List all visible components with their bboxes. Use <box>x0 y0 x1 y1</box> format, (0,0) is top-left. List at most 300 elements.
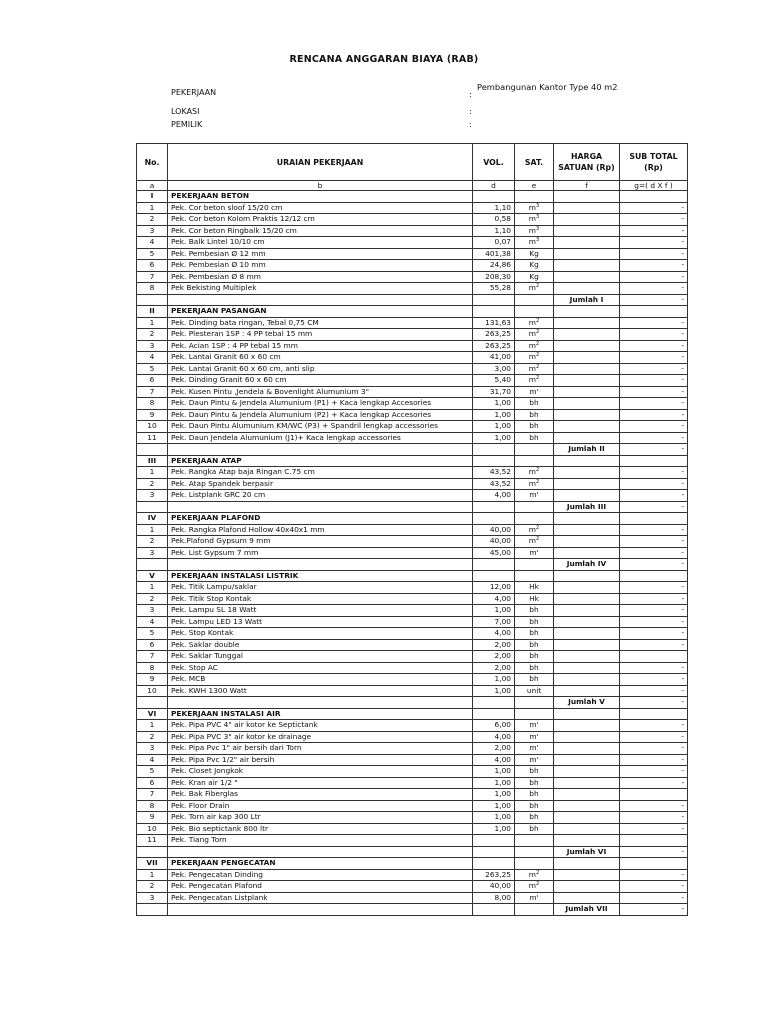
subtotal-cell <box>620 306 688 318</box>
table-row <box>137 271 688 283</box>
item-volume: 12,00 <box>473 582 515 594</box>
item-number: 7 <box>137 386 168 398</box>
table-header-row <box>137 144 688 181</box>
item-number: 3 <box>137 340 168 352</box>
item-number: 4 <box>137 754 168 766</box>
item-number: 5 <box>137 363 168 375</box>
item-subtotal: - <box>620 260 688 272</box>
item-number: 6 <box>137 260 168 272</box>
harga-cell <box>554 708 620 720</box>
subtotal-cell <box>620 455 688 467</box>
section-number: VI <box>137 708 168 720</box>
table-row <box>137 202 688 214</box>
item-unit-price <box>554 248 620 260</box>
item-volume: 1,00 <box>473 823 515 835</box>
item-unit: Kg <box>515 271 554 283</box>
item-description: Pek. Lantai Granit 60 x 60 cm, anti slip <box>168 363 473 375</box>
item-subtotal: - <box>620 731 688 743</box>
subtotal-cell <box>620 858 688 870</box>
table-row <box>137 616 688 628</box>
item-description: Pek. Saklar Tunggal <box>168 651 473 663</box>
section-total-label: Jumlah III <box>554 501 620 513</box>
item-subtotal: - <box>620 375 688 387</box>
item-description: Pek. Lampu SL 18 Watt <box>168 605 473 617</box>
item-number: 2 <box>137 214 168 226</box>
vol-cell <box>473 455 515 467</box>
item-subtotal: - <box>620 628 688 640</box>
section-number: VII <box>137 858 168 870</box>
item-unit-price <box>554 363 620 375</box>
item-description: Pek. Pembesian Ø 12 mm <box>168 248 473 260</box>
item-unit: $m^2$ <box>515 352 554 364</box>
harga-cell <box>554 455 620 467</box>
item-subtotal: - <box>620 777 688 789</box>
column-code: g=( d X f ) <box>620 181 688 191</box>
item-number: 11 <box>137 432 168 444</box>
section-title: PEKERJAAN PLAFOND <box>168 513 473 525</box>
table-row <box>137 536 688 548</box>
item-unit: $m^2$ <box>515 467 554 479</box>
item-unit: $m^2$ <box>515 881 554 893</box>
item-volume: 5,40 <box>473 375 515 387</box>
no-cell <box>137 501 168 513</box>
item-subtotal: - <box>620 340 688 352</box>
section-title: PEKERJAAN BETON <box>168 191 473 203</box>
section-header-row <box>137 306 688 318</box>
item-description: Pek. List Gypsum 7 mm <box>168 547 473 559</box>
item-volume: 40,00 <box>473 524 515 536</box>
header-uraian: URAIAN PEKERJAAN <box>168 144 473 181</box>
table-row <box>137 605 688 617</box>
item-subtotal: - <box>620 766 688 778</box>
item-unit-price <box>554 892 620 904</box>
table-body <box>137 191 688 916</box>
section-title: PEKERJAAN INSTALASI AIR <box>168 708 473 720</box>
item-number: 7 <box>137 271 168 283</box>
item-unit: bh <box>515 674 554 686</box>
item-volume: 43,52 <box>473 467 515 479</box>
item-unit-price <box>554 340 620 352</box>
item-unit: Kg <box>515 260 554 272</box>
table-row <box>137 214 688 226</box>
item-volume: 45,00 <box>473 547 515 559</box>
item-volume: 1,00 <box>473 605 515 617</box>
section-total-label: Jumlah VII <box>554 904 620 916</box>
item-volume: 1,00 <box>473 766 515 778</box>
table-row <box>137 835 688 847</box>
column-code: d <box>473 181 515 191</box>
item-unit: m' <box>515 720 554 732</box>
table-row <box>137 731 688 743</box>
item-unit: $m^2$ <box>515 283 554 295</box>
info-label: PEKERJAAN <box>171 88 217 97</box>
item-subtotal: - <box>620 662 688 674</box>
item-volume: 55,28 <box>473 283 515 295</box>
item-number: 8 <box>137 800 168 812</box>
item-description: Pek. Lantai Granit 60 x 60 cm <box>168 352 473 364</box>
item-description: Pek. Daun Pintu & Jendela Alumunium (P1) + Kaca lengkap Accesories <box>168 398 473 410</box>
section-title: PEKERJAAN PASANGAN <box>168 306 473 318</box>
item-unit-price <box>554 398 620 410</box>
item-unit: $m^2$ <box>515 375 554 387</box>
item-description: Pek. Floor Drain <box>168 800 473 812</box>
table-row <box>137 386 688 398</box>
table-row <box>137 524 688 536</box>
sat-cell <box>515 444 554 456</box>
table-row <box>137 628 688 640</box>
item-number: 3 <box>137 490 168 502</box>
item-volume: 4,00 <box>473 593 515 605</box>
item-number: 1 <box>137 720 168 732</box>
item-subtotal: - <box>620 490 688 502</box>
item-volume: 0,58 <box>473 214 515 226</box>
desc-cell <box>168 294 473 306</box>
column-code: e <box>515 181 554 191</box>
item-number: 1 <box>137 202 168 214</box>
item-subtotal: - <box>620 674 688 686</box>
item-unit-price <box>554 329 620 341</box>
item-volume: 24,86 <box>473 260 515 272</box>
item-unit: m' <box>515 892 554 904</box>
section-header-row <box>137 455 688 467</box>
table-row <box>137 823 688 835</box>
table-row <box>137 662 688 674</box>
item-volume: 208,30 <box>473 271 515 283</box>
item-unit: m' <box>515 743 554 755</box>
item-description: Pek. Cor beton sloof 15/20 cm <box>168 202 473 214</box>
item-description: Pek.Plafond Gypsum 9 mm <box>168 536 473 548</box>
table-row <box>137 283 688 295</box>
item-subtotal: - <box>620 202 688 214</box>
sat-cell <box>515 697 554 709</box>
item-volume: 1,00 <box>473 800 515 812</box>
vol-cell <box>473 846 515 858</box>
table-row <box>137 478 688 490</box>
item-volume: 3,00 <box>473 363 515 375</box>
item-subtotal: - <box>620 409 688 421</box>
table-row <box>137 260 688 272</box>
item-unit <box>515 835 554 847</box>
item-subtotal: - <box>620 432 688 444</box>
item-subtotal <box>620 789 688 801</box>
info-label: PEMILIK <box>171 120 203 129</box>
item-subtotal: - <box>620 892 688 904</box>
item-description: Pek. Titik Stop Kontak <box>168 593 473 605</box>
item-subtotal: - <box>620 869 688 881</box>
table-row <box>137 651 688 663</box>
item-subtotal: - <box>620 605 688 617</box>
info-colon: : <box>469 90 472 99</box>
item-unit: bh <box>515 823 554 835</box>
item-number: 7 <box>137 789 168 801</box>
section-total-row <box>137 904 688 916</box>
subtotal-cell <box>620 191 688 203</box>
table-row <box>137 685 688 697</box>
section-total-row <box>137 559 688 571</box>
item-unit: bh <box>515 409 554 421</box>
item-unit: m' <box>515 754 554 766</box>
item-subtotal: - <box>620 823 688 835</box>
item-description: Pek. Balk Lintel 10/10 cm <box>168 237 473 249</box>
table-row <box>137 329 688 341</box>
item-volume: 4,00 <box>473 628 515 640</box>
no-cell <box>137 444 168 456</box>
item-number: 1 <box>137 869 168 881</box>
item-volume: 2,00 <box>473 662 515 674</box>
item-unit: $m^3$ <box>515 202 554 214</box>
column-code: f <box>554 181 620 191</box>
table-row <box>137 800 688 812</box>
item-subtotal: - <box>620 685 688 697</box>
item-subtotal: - <box>620 225 688 237</box>
item-description: Pek. Pengecatan Plafond <box>168 881 473 893</box>
item-subtotal: - <box>620 582 688 594</box>
item-volume: 1,00 <box>473 777 515 789</box>
item-unit-price <box>554 225 620 237</box>
item-description: Pek Bekisting Multiplek <box>168 283 473 295</box>
item-number: 8 <box>137 662 168 674</box>
harga-cell <box>554 191 620 203</box>
item-number: 3 <box>137 743 168 755</box>
item-volume: 263,25 <box>473 329 515 341</box>
header-harga-satuan: HARGA SATUAN (Rp) <box>554 144 620 181</box>
item-unit-price <box>554 777 620 789</box>
item-volume: 1,10 <box>473 225 515 237</box>
item-unit-price <box>554 317 620 329</box>
item-unit-price <box>554 662 620 674</box>
vol-cell <box>473 708 515 720</box>
item-unit: bh <box>515 432 554 444</box>
subtotal-cell <box>620 570 688 582</box>
item-description: Pek. Bak Fiberglas <box>168 789 473 801</box>
table-row <box>137 409 688 421</box>
item-subtotal: - <box>620 352 688 364</box>
table-row <box>137 754 688 766</box>
document-title: RENCANA ANGGARAN BIAYA (RAB) <box>289 54 479 65</box>
item-description: Pek. Pipa Pvc 1/2" air bersih <box>168 754 473 766</box>
no-cell <box>137 294 168 306</box>
sat-cell <box>515 708 554 720</box>
section-title: PEKERJAAN INSTALASI LISTRIK <box>168 570 473 582</box>
item-subtotal: - <box>620 478 688 490</box>
item-subtotal: - <box>620 398 688 410</box>
table-row <box>137 421 688 433</box>
vol-cell <box>473 444 515 456</box>
desc-cell <box>168 904 473 916</box>
item-description: Pek. Dinding Granit 60 x 60 cm <box>168 375 473 387</box>
item-unit: $m^2$ <box>515 478 554 490</box>
table-row <box>137 812 688 824</box>
item-unit: $m^2$ <box>515 869 554 881</box>
section-number: I <box>137 191 168 203</box>
item-description: Pek. Plesteran 1SP : 4 PP tebal 15 mm <box>168 329 473 341</box>
item-number: 8 <box>137 398 168 410</box>
item-unit-price <box>554 409 620 421</box>
table-row <box>137 363 688 375</box>
item-unit-price <box>554 639 620 651</box>
item-description: Pek. Cor beton Ringbalk 15/20 cm <box>168 225 473 237</box>
sat-cell <box>515 570 554 582</box>
section-total-row <box>137 294 688 306</box>
item-volume: 41,00 <box>473 352 515 364</box>
item-description: Pek. Listplank GRC 20 cm <box>168 490 473 502</box>
column-code: b <box>168 181 473 191</box>
table-row <box>137 892 688 904</box>
table-row <box>137 375 688 387</box>
item-description: Pek. Kran air 1/2 " <box>168 777 473 789</box>
item-subtotal: - <box>620 743 688 755</box>
item-volume: 1,00 <box>473 398 515 410</box>
item-subtotal <box>620 835 688 847</box>
item-unit-price <box>554 605 620 617</box>
item-number: 6 <box>137 375 168 387</box>
sat-cell <box>515 306 554 318</box>
item-unit: bh <box>515 628 554 640</box>
item-number: 2 <box>137 881 168 893</box>
item-unit: $m^3$ <box>515 237 554 249</box>
item-description: Pek. MCB <box>168 674 473 686</box>
section-total-value: - <box>620 846 688 858</box>
item-unit-price <box>554 800 620 812</box>
item-number: 7 <box>137 651 168 663</box>
item-unit: bh <box>515 639 554 651</box>
item-subtotal: - <box>620 363 688 375</box>
item-unit-price <box>554 593 620 605</box>
table-row <box>137 869 688 881</box>
item-subtotal: - <box>620 639 688 651</box>
item-unit-price <box>554 789 620 801</box>
item-volume: 2,00 <box>473 651 515 663</box>
item-volume <box>473 835 515 847</box>
item-unit: $m^2$ <box>515 536 554 548</box>
item-unit: bh <box>515 812 554 824</box>
item-description: Pek. Pipa PVC 4" air kotor ke Septictank <box>168 720 473 732</box>
item-unit-price <box>554 812 620 824</box>
item-unit-price <box>554 754 620 766</box>
item-description: Pek. Stop AC <box>168 662 473 674</box>
item-number: 6 <box>137 777 168 789</box>
item-unit: bh <box>515 789 554 801</box>
item-unit-price <box>554 835 620 847</box>
rab-table <box>136 143 688 916</box>
section-number: II <box>137 306 168 318</box>
item-unit: bh <box>515 421 554 433</box>
table-row <box>137 789 688 801</box>
table-row <box>137 881 688 893</box>
section-total-row <box>137 444 688 456</box>
item-unit-price <box>554 490 620 502</box>
item-unit-price <box>554 536 620 548</box>
table-row <box>137 582 688 594</box>
item-description: Pek. Acian 1SP : 4 PP tebal 15 mm <box>168 340 473 352</box>
no-cell <box>137 697 168 709</box>
section-header-row <box>137 513 688 525</box>
section-title: PEKERJAAN ATAP <box>168 455 473 467</box>
item-number: 4 <box>137 616 168 628</box>
item-unit-price <box>554 582 620 594</box>
sat-cell <box>515 513 554 525</box>
table-row <box>137 490 688 502</box>
table-row <box>137 777 688 789</box>
table-row <box>137 352 688 364</box>
item-subtotal: - <box>620 593 688 605</box>
table-row <box>137 720 688 732</box>
table-row <box>137 547 688 559</box>
item-subtotal: - <box>620 329 688 341</box>
item-subtotal: - <box>620 524 688 536</box>
item-volume: 2,00 <box>473 639 515 651</box>
harga-cell <box>554 306 620 318</box>
section-total-label: Jumlah IV <box>554 559 620 571</box>
item-volume: 8,00 <box>473 892 515 904</box>
item-description: Pek. Pengecatan Listplank <box>168 892 473 904</box>
section-title: PEKERJAAN PENGECATAN <box>168 858 473 870</box>
item-description: Pek. Daun Pintu Alumunium KM/WC (P3) + Spandril lengkap accessories <box>168 421 473 433</box>
item-description: Pek. Daun Pintu & Jendela Alumunium (P2) + Kaca lengkap Accesories <box>168 409 473 421</box>
section-number: V <box>137 570 168 582</box>
harga-cell <box>554 513 620 525</box>
item-volume: 263,25 <box>473 869 515 881</box>
vol-cell <box>473 858 515 870</box>
item-unit: Hk <box>515 593 554 605</box>
item-unit-price <box>554 616 620 628</box>
item-unit: Hk <box>515 582 554 594</box>
item-unit-price <box>554 674 620 686</box>
item-number: 2 <box>137 478 168 490</box>
table-row <box>137 225 688 237</box>
item-subtotal: - <box>620 317 688 329</box>
no-cell <box>137 904 168 916</box>
sat-cell <box>515 846 554 858</box>
no-cell <box>137 559 168 571</box>
item-number: 9 <box>137 812 168 824</box>
item-description: Pek. Rangka Plafond Hollow 40x40x1 mm <box>168 524 473 536</box>
section-header-row <box>137 708 688 720</box>
vol-cell <box>473 294 515 306</box>
item-unit-price <box>554 432 620 444</box>
item-unit: $m^3$ <box>515 214 554 226</box>
item-number: 10 <box>137 823 168 835</box>
item-description: Pek. Closet Jongkok <box>168 766 473 778</box>
header-sub-total: SUB TOTAL (Rp) <box>620 144 688 181</box>
item-description: Pek. Pengecatan Dinding <box>168 869 473 881</box>
item-unit: m' <box>515 386 554 398</box>
item-number: 9 <box>137 409 168 421</box>
item-subtotal: - <box>620 720 688 732</box>
item-unit-price <box>554 651 620 663</box>
section-number: III <box>137 455 168 467</box>
section-total-value: - <box>620 444 688 456</box>
item-unit: $m^2$ <box>515 329 554 341</box>
desc-cell <box>168 444 473 456</box>
item-volume: 1,00 <box>473 409 515 421</box>
item-description: Pek. Pipa PVC 3" air kotor ke drainage <box>168 731 473 743</box>
vol-cell <box>473 697 515 709</box>
item-volume: 1,00 <box>473 812 515 824</box>
item-unit-price <box>554 685 620 697</box>
item-number: 4 <box>137 352 168 364</box>
item-unit: $m^2$ <box>515 340 554 352</box>
item-unit-price <box>554 202 620 214</box>
item-unit: $m^3$ <box>515 225 554 237</box>
item-volume: 4,00 <box>473 754 515 766</box>
item-subtotal: - <box>620 237 688 249</box>
item-unit: $m^2$ <box>515 317 554 329</box>
column-code: a <box>137 181 168 191</box>
item-description: Pek. Titik Lampu/saklar <box>168 582 473 594</box>
desc-cell <box>168 501 473 513</box>
item-description: Pek. Atap Spandek berpasir <box>168 478 473 490</box>
